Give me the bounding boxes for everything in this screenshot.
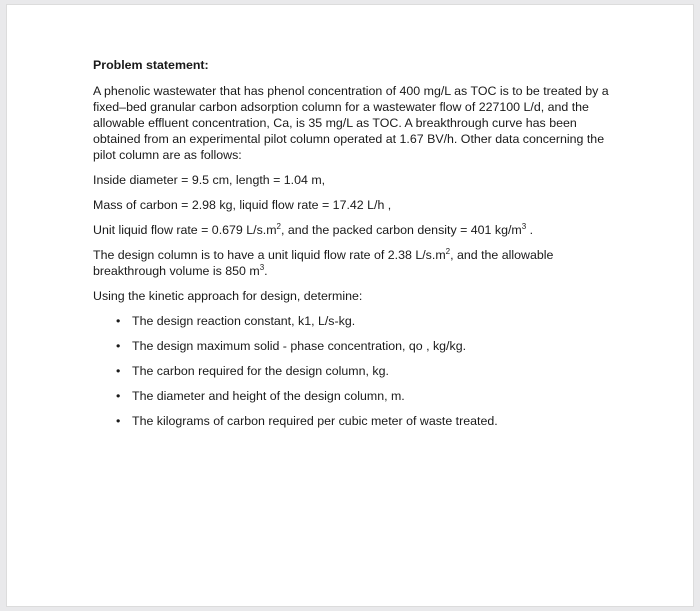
mass-line: Mass of carbon = 2.98 kg, liquid flow rate = 17.42 L/h , — [93, 198, 392, 212]
kinetic-approach-line: Using the kinetic approach for design, determine: — [93, 289, 363, 303]
bullet-icon: • — [116, 364, 121, 378]
list-item: • The kilograms of carbon required per cubic meter of waste treated. — [116, 414, 498, 428]
list-item: • The design maximum solid - phase concentration, qo , kg/kg. — [116, 339, 467, 353]
bullet-icon: • — [116, 314, 121, 328]
document-content — [93, 57, 613, 438]
list-item: • The design reaction constant, k1, L/s-kg. — [116, 314, 356, 328]
unit-flow-line: Unit liquid flow rate = 0.679 $L/s.m^2$, and the packed carbon density = 401 $kg/m^3$ . — [93, 221, 534, 237]
bullet-icon: • — [116, 389, 121, 403]
document-page — [6, 4, 694, 607]
questions-list — [93, 313, 613, 429]
bullet-icon: • — [116, 414, 121, 428]
intro-paragraph: A phenolic wastewater that has phenol concentration of 400 mg/L as TOC is to be treated by a fixed–bed granular carbon adsorption column for a wastewater flow of 227100 L/d, and the allowable effluent concentration, Ca, is 35 mg/L as TOC. A breakthrough curve has been obtained from an experimental pilot column operated at 1.67 BV/h. Other data concerning the pilot column are as follows: — [93, 84, 609, 162]
list-item: • The diameter and height of the design column, m. — [116, 389, 405, 403]
problem-title: Problem statement: — [93, 58, 209, 72]
design-column-paragraph: The design column is to have a unit liquid flow rate of 2.38 $L/s.m^2$, and the allowable breakthrough volume is 850 $m^3$. — [93, 246, 554, 278]
diameter-line: Inside diameter = 9.5 cm, length = 1.04 m, — [93, 173, 326, 187]
bullet-icon: • — [116, 339, 121, 353]
list-item: • The carbon required for the design column, kg. — [116, 364, 389, 378]
